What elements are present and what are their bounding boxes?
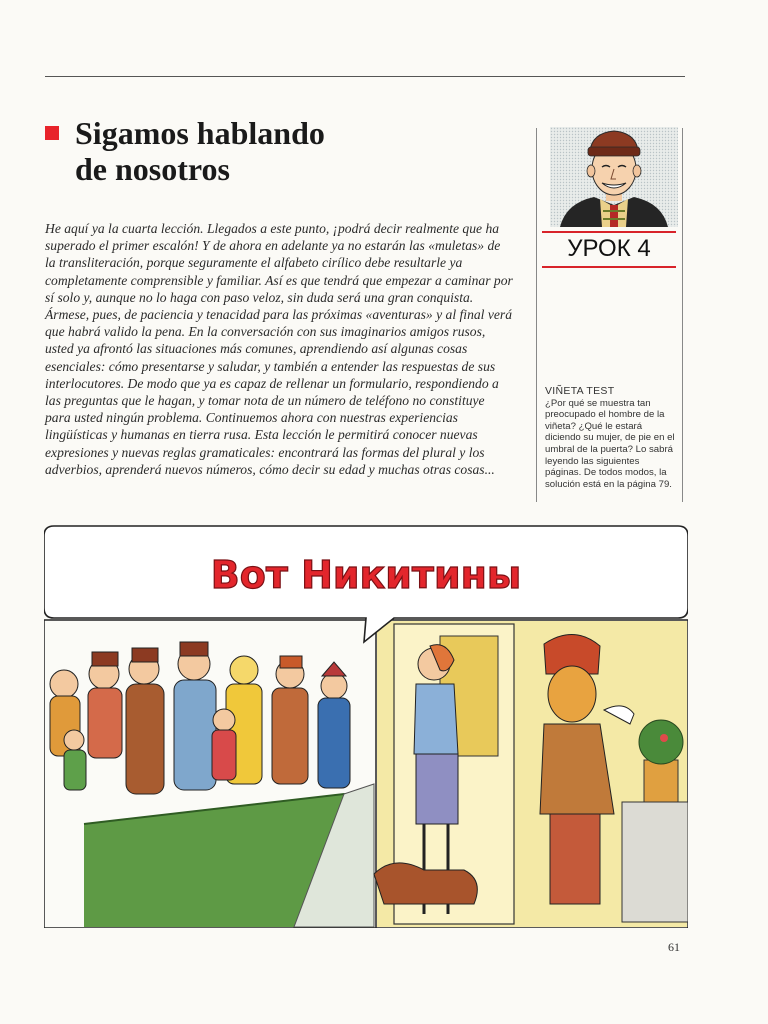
lesson-title <box>75 115 435 187</box>
sidebar-right-rule <box>682 128 683 502</box>
top-divider <box>45 76 685 77</box>
red-square-bullet-icon <box>45 126 59 140</box>
lesson-label-rule-bottom <box>542 266 676 268</box>
lesson-number-label: УРОК 4 <box>567 235 651 262</box>
vignette-test-box <box>545 386 677 490</box>
intro-paragraph: He aquí ya la cuarta lección. Llegados a este punto, ¡podrá decir realmente que ha superado el primer escalón! Y de ahora en adelante ya no estarán las «muletas» de la transliteración, porque seguramente el alfabeto cirílico debe resultarle ya completamente comprensible y familiar. Así es que tendrá que empezar a caminar por sí solo y, aunque no lo haga con paso veloz, sin duda será una gran conquista. Ármese, pues, de paciencia y tenacidad para las próximas «aventuras» y al final verá que habrá valido la pena. En la conversación con sus imaginarios amigos rusos, usted ya afrontó las situaciones más comunes, aprendiendo así algunas cosas esenciales: cómo presentarse y saludar, y también a entender las respuestas de sus interlocutores. De modo que ya es capaz de rellenar un formulario, respondiendo a las preguntas que le hagan, y tomar nota de un número de teléfono no constituye para usted ningún problema. Continuemos ahora con nuestras experiencias lingüísticas y humanas en tierra rusa. Esta lección le permitirá conocer nuevas expresiones y nuevas reglas gramaticales: encontrará las formas del plural y los adverbios, aprenderá nuevos números, cómo decir su edad y muchas otras cosas... <box>45 221 513 477</box>
sidebar-left-rule <box>536 128 537 502</box>
title-line-1: Sigamos hablando <box>75 115 325 151</box>
speech-bubble-text: Вот Никитины <box>210 553 522 597</box>
page-number: 61 <box>668 940 680 954</box>
russian-man-portrait-illustration <box>550 127 678 227</box>
cartoon-illustration <box>44 524 688 928</box>
vignette-test-text: ¿Por qué se muestra tan preocupado el hombre de la viñeta? ¿Qué le estará diciendo su mujer, de pie en el umbral de la puerta? Lo sabrá leyendo las siguientes páginas. De todos modos, la solución está en la página 79. <box>545 397 675 490</box>
title-line-2: de nosotros <box>75 151 230 187</box>
vignette-test-heading: VIÑETA TEST <box>545 385 615 397</box>
